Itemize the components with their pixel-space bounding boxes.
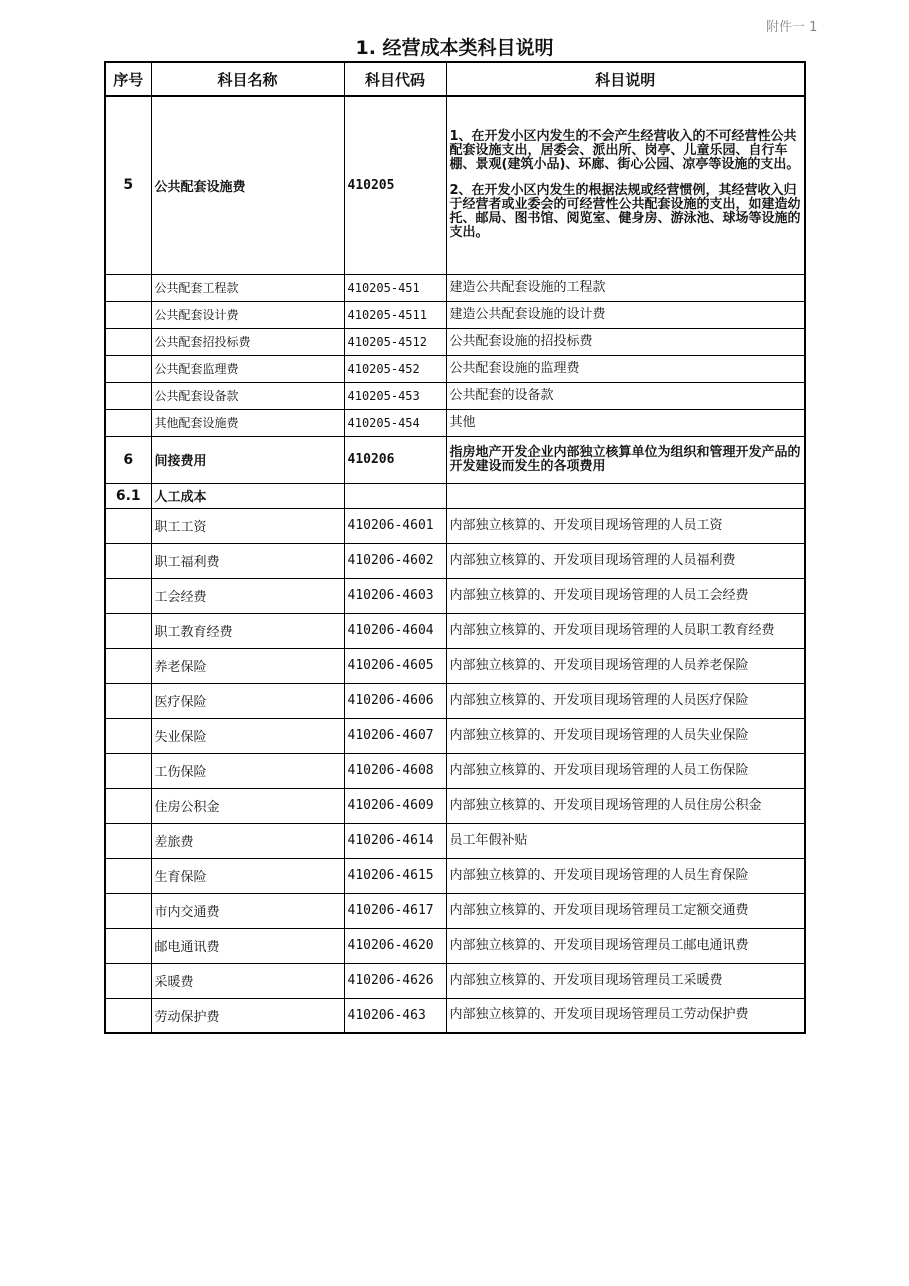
row-desc: 指房地产开发企业内部独立核算单位为组织和管理开发产品的开发建设而发生的各项费用 — [446, 436, 805, 483]
table-row — [105, 963, 805, 998]
row-name: 职工工资 — [151, 508, 344, 543]
row-desc: 内部独立核算的、开发项目现场管理的人员养老保险 — [446, 648, 805, 683]
row-code: 410206-4606 — [344, 683, 446, 718]
table-row — [105, 753, 805, 788]
row-code: 410206-4615 — [344, 858, 446, 893]
row-no — [105, 328, 151, 355]
row-code: 410205 — [344, 96, 446, 274]
row-no — [105, 928, 151, 963]
header-row — [105, 62, 805, 96]
row-code: 410206-4617 — [344, 893, 446, 928]
table-row — [105, 382, 805, 409]
row-name: 失业保险 — [151, 718, 344, 753]
table-row — [105, 409, 805, 436]
row-name: 邮电通讯费 — [151, 928, 344, 963]
table-row — [105, 274, 805, 301]
row-code: 410205-452 — [344, 355, 446, 382]
table-row — [105, 683, 805, 718]
table-row — [105, 893, 805, 928]
row-no — [105, 613, 151, 648]
row-code: 410206-4601 — [344, 508, 446, 543]
row-no — [105, 893, 151, 928]
row-name: 住房公积金 — [151, 788, 344, 823]
row-no — [105, 543, 151, 578]
table-row — [105, 613, 805, 648]
row-desc: 内部独立核算的、开发项目现场管理的人员职工教育经费 — [446, 613, 805, 648]
row-no: 6 — [105, 436, 151, 483]
desc-paragraph-1: 1、在开发小区内发生的不会产生经营收入的不可经营性公共配套设施支出，居委会、派出所、岗亭、儿童乐园、自行车棚、景观(建筑小品)、环廊、街心公园、凉亭等设施的支出。 — [449, 129, 800, 173]
row-name: 人工成本 — [151, 483, 344, 508]
row-no: 5 — [105, 96, 151, 274]
table-row — [105, 648, 805, 683]
col-header-no: 序号 — [105, 62, 151, 96]
row-code: 410206-4605 — [344, 648, 446, 683]
row-name: 职工福利费 — [151, 543, 344, 578]
row-name: 采暖费 — [151, 963, 344, 998]
subject-table — [104, 61, 806, 1034]
table-row — [105, 823, 805, 858]
row-name: 其他配套设施费 — [151, 409, 344, 436]
row-desc: 内部独立核算的、开发项目现场管理的人员工资 — [446, 508, 805, 543]
table-row — [105, 355, 805, 382]
row-desc: 公共配套设施的监理费 — [446, 355, 805, 382]
row-name: 公共配套设计费 — [151, 301, 344, 328]
table-row — [105, 928, 805, 963]
row-name: 养老保险 — [151, 648, 344, 683]
table-row — [105, 508, 805, 543]
row-desc — [446, 483, 805, 508]
table-row — [105, 998, 805, 1033]
row-no — [105, 355, 151, 382]
table-row — [105, 328, 805, 355]
row-code: 410205-454 — [344, 409, 446, 436]
row-name: 劳动保护费 — [151, 998, 344, 1033]
table-row — [105, 858, 805, 893]
row-no — [105, 998, 151, 1033]
table-row — [105, 718, 805, 753]
row-desc: 内部独立核算的、开发项目现场管理的人员住房公积金 — [446, 788, 805, 823]
row-code: 410205-4511 — [344, 301, 446, 328]
row-name: 医疗保险 — [151, 683, 344, 718]
row-no: 6.1 — [105, 483, 151, 508]
row-code: 410206-4620 — [344, 928, 446, 963]
row-desc: 内部独立核算的、开发项目现场管理员工采暖费 — [446, 963, 805, 998]
row-name: 市内交通费 — [151, 893, 344, 928]
row-no — [105, 301, 151, 328]
row-no — [105, 718, 151, 753]
row-code: 410205-4512 — [344, 328, 446, 355]
row-desc: 内部独立核算的、开发项目现场管理员工邮电通讯费 — [446, 928, 805, 963]
row-desc: 内部独立核算的、开发项目现场管理的人员生育保险 — [446, 858, 805, 893]
table-row — [105, 301, 805, 328]
row-no — [105, 382, 151, 409]
table-row — [105, 543, 805, 578]
row-code: 410206-4626 — [344, 963, 446, 998]
row-desc: 内部独立核算的、开发项目现场管理的人员工伤保险 — [446, 753, 805, 788]
row-name: 工伤保险 — [151, 753, 344, 788]
row-no — [105, 823, 151, 858]
row-desc: 内部独立核算的、开发项目现场管理的人员福利费 — [446, 543, 805, 578]
row-name: 职工教育经费 — [151, 613, 344, 648]
row-code: 410206-4614 — [344, 823, 446, 858]
row-desc: 内部独立核算的、开发项目现场管理的人员医疗保险 — [446, 683, 805, 718]
row-name: 公共配套设备款 — [151, 382, 344, 409]
table-row-6-1 — [105, 483, 805, 508]
row-no — [105, 753, 151, 788]
row-code: 410206-463 — [344, 998, 446, 1033]
row-desc: 内部独立核算的、开发项目现场管理的人员失业保险 — [446, 718, 805, 753]
row-code: 410205-451 — [344, 274, 446, 301]
row-name: 差旅费 — [151, 823, 344, 858]
row-no — [105, 274, 151, 301]
row-desc: 内部独立核算的、开发项目现场管理员工劳动保护费 — [446, 998, 805, 1033]
row-desc: 内部独立核算的、开发项目现场管理员工定额交通费 — [446, 893, 805, 928]
row-code: 410206-4604 — [344, 613, 446, 648]
page-title: 1. 经营成本类科目说明 — [355, 37, 554, 59]
row-no — [105, 409, 151, 436]
row-desc: 其他 — [446, 409, 805, 436]
row-code: 410206-4603 — [344, 578, 446, 613]
table-row — [105, 788, 805, 823]
row-name: 生育保险 — [151, 858, 344, 893]
row-desc: 公共配套设施的招投标费 — [446, 328, 805, 355]
row-name: 公共配套设施费 — [151, 96, 344, 274]
row-no — [105, 648, 151, 683]
row-code — [344, 483, 446, 508]
row-desc: 建造公共配套设施的工程款 — [446, 274, 805, 301]
row-desc: 建造公共配套设施的设计费 — [446, 301, 805, 328]
row-name: 公共配套招投标费 — [151, 328, 344, 355]
row-code: 410206-4607 — [344, 718, 446, 753]
row-no — [105, 788, 151, 823]
row-code: 410205-453 — [344, 382, 446, 409]
row-desc: 内部独立核算的、开发项目现场管理的人员工会经费 — [446, 578, 805, 613]
row-name: 工会经费 — [151, 578, 344, 613]
row-name: 间接费用 — [151, 436, 344, 483]
row-desc: 员工年假补贴 — [446, 823, 805, 858]
row-name: 公共配套工程款 — [151, 274, 344, 301]
attachment-label: 附件一 1 — [766, 20, 818, 35]
row-code: 410206-4609 — [344, 788, 446, 823]
table-row-5 — [105, 96, 805, 274]
row-name: 公共配套监理费 — [151, 355, 344, 382]
row-no — [105, 508, 151, 543]
col-header-desc: 科目说明 — [446, 62, 805, 96]
row-code: 410206-4602 — [344, 543, 446, 578]
table-row-6 — [105, 436, 805, 483]
col-header-code: 科目代码 — [344, 62, 446, 96]
row-code: 410206 — [344, 436, 446, 483]
row-no — [105, 963, 151, 998]
row-desc: 公共配套的设备款 — [446, 382, 805, 409]
desc-paragraph-2: 2、在开发小区内发生的根据法规或经营惯例，其经营收入归于经营者或业委会的可经营性公共配套设施的支出，如建造幼托、邮局、图书馆、阅览室、健身房、游泳池、球场等设施的支出。 — [449, 183, 801, 241]
col-header-name: 科目名称 — [151, 62, 344, 96]
row-desc — [446, 96, 805, 274]
row-no — [105, 683, 151, 718]
row-no — [105, 858, 151, 893]
row-code: 410206-4608 — [344, 753, 446, 788]
table-row — [105, 578, 805, 613]
row-no — [105, 578, 151, 613]
